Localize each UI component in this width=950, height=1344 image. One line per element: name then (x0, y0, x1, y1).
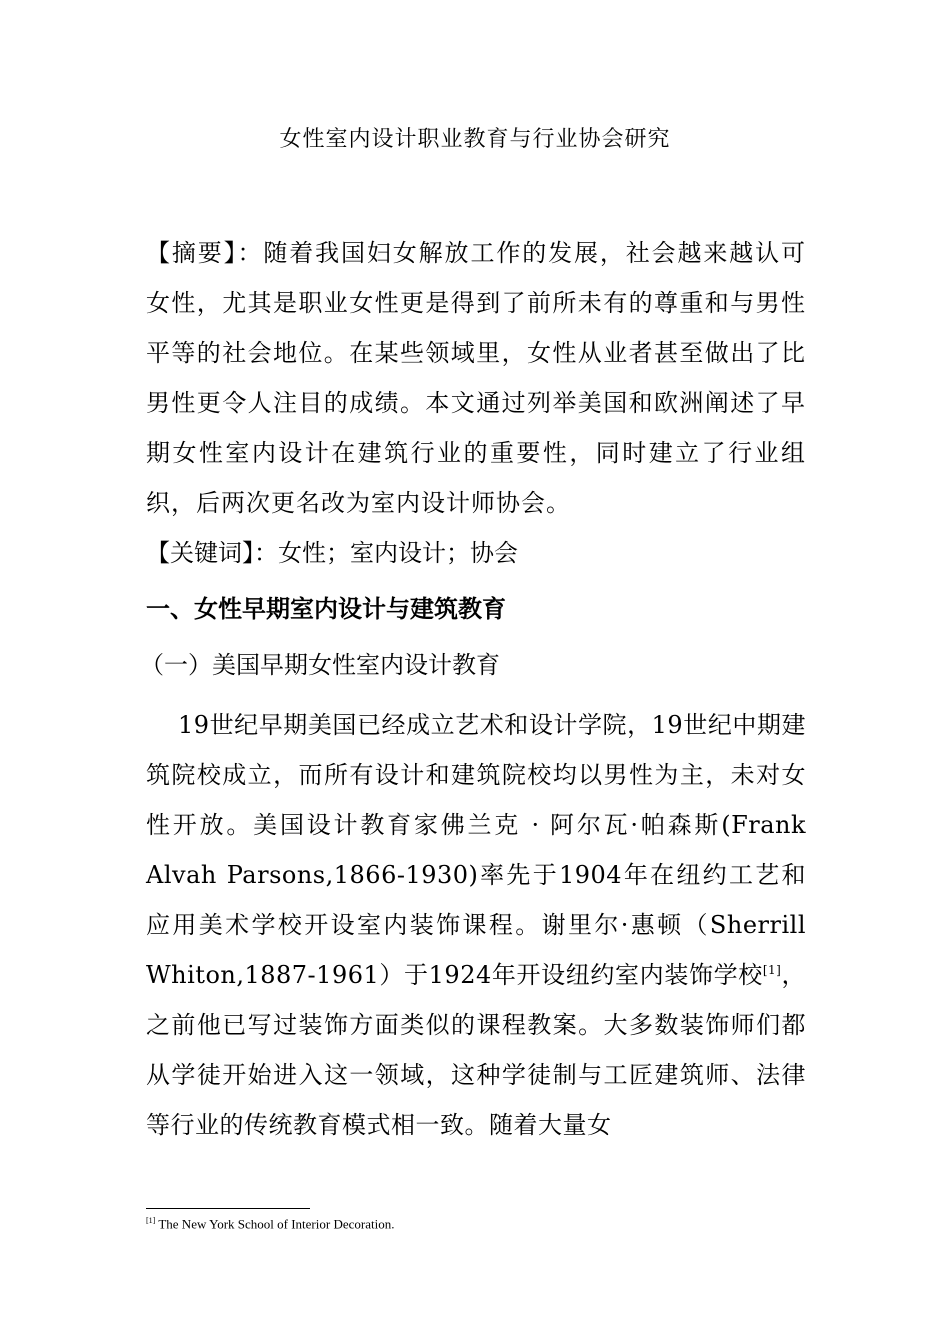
footnote-divider (146, 1208, 310, 1209)
paragraph-text-part2: ，之前他已写过装饰方面类似的课程教案。大多数装饰师们都从学徒开始进入这一领域，这种学徒制与工匠建筑师、法律等行业的传统教育模式相一致。随着大量女 (146, 961, 806, 1139)
subsection-heading: （一）美国早期女性室内设计教育 (140, 651, 500, 679)
keywords-line: 【关键词】：女性；室内设计；协会 (146, 539, 518, 567)
footnote-marker: [1] (146, 1216, 156, 1225)
footnote-reference[interactable]: [1] (762, 963, 782, 977)
page-title: 女性室内设计职业教育与行业协会研究 (279, 127, 671, 152)
document-body (140, 228, 806, 1150)
footnote (146, 1212, 394, 1233)
body-paragraph (146, 700, 806, 1150)
section-heading: 一、女性早期室内设计与建筑教育 (146, 595, 506, 623)
abstract-paragraph: 【摘要】：随着我国妇女解放工作的发展，社会越来越认可女性，尤其是职业女性更是得到了前所未有的尊重和与男性平等的社会地位。在某些领域里，女性从业者甚至做出了比男性更令人注目的成绩。本文通过列举美国和欧洲阐述了早期女性室内设计在建筑行业的重要性，同时建立了行业组织，后两次更名改为室内设计师协会。 (146, 239, 806, 517)
paragraph-text-part1: 19世纪早期美国已经成立艺术和设计学院，19世纪中期建筑院校成立，而所有设计和建筑院校均以男性为主，未对女性开放。美国设计教育家佛兰克 · 阿尔瓦·帕森斯(Frank Alvah Parsons,1866-1930)率先于1904年在纽约工艺和应用美术学校开设室内装饰课程。谢里尔·惠顿（Sherrill Whiton,1887-1961）于1924年开设纽约室内装饰学校 (146, 711, 806, 989)
footnote-text: The New York School of Interior Decoration. (155, 1216, 395, 1232)
